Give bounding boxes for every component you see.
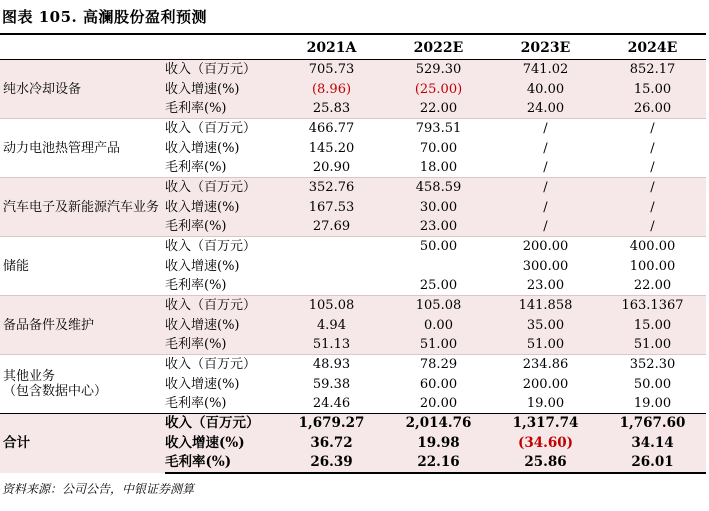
table-row xyxy=(0,178,706,198)
value-cell: / xyxy=(599,197,706,216)
value-cell: 163.1367 xyxy=(599,296,706,316)
segment-name: 储能 xyxy=(0,237,165,296)
value-cell: 100.00 xyxy=(629,258,676,274)
metric-label: 收入（百万元） xyxy=(165,414,278,434)
value-cell: 352.76 xyxy=(278,178,385,198)
value-cell: / xyxy=(492,217,599,237)
value-cell: 105.08 xyxy=(385,296,492,316)
metric-label: 收入增速(%) xyxy=(165,197,278,216)
value-cell: 25.00 xyxy=(419,277,458,293)
value-cell: 27.69 xyxy=(278,217,385,237)
metric-label: 毛利率(%) xyxy=(165,453,278,473)
value-cell: 4.94 xyxy=(278,315,385,334)
table-body xyxy=(0,60,706,474)
value-cell: 1,767.60 xyxy=(599,414,706,434)
value-cell xyxy=(278,276,385,296)
value-cell: / xyxy=(543,159,548,175)
metric-label: 收入增速(%) xyxy=(165,376,240,392)
value-cell: 23.00 xyxy=(526,277,565,293)
value-cell: / xyxy=(599,119,706,139)
value-cell: 400.00 xyxy=(599,237,706,257)
table-row xyxy=(0,296,706,316)
value-cell: 26.00 xyxy=(599,99,706,119)
header-year: 2023E xyxy=(492,38,599,60)
metric-label: 毛利率(%) xyxy=(165,277,227,293)
metric-label: 毛利率(%) xyxy=(165,159,227,175)
value-cell: 30.00 xyxy=(385,197,492,216)
table-row xyxy=(0,119,706,139)
value-cell: / xyxy=(492,119,599,139)
value-cell: 300.00 xyxy=(522,258,569,274)
value-cell: 22.00 xyxy=(633,277,672,293)
value-cell: 0.00 xyxy=(385,315,492,334)
value-cell: 22.00 xyxy=(385,99,492,119)
value-cell: (25.00) xyxy=(385,79,492,98)
value-cell: 70.00 xyxy=(419,140,458,156)
value-cell: 50.00 xyxy=(385,237,492,257)
value-cell: 19.00 xyxy=(526,396,565,412)
value-cell: 352.30 xyxy=(599,355,706,375)
metric-label: 收入增速(%) xyxy=(165,79,278,98)
value-cell: 15.00 xyxy=(599,79,706,98)
value-cell: 26.39 xyxy=(278,453,385,473)
value-cell xyxy=(278,237,385,257)
value-cell: 24.46 xyxy=(312,396,351,412)
value-cell: 36.72 xyxy=(278,434,385,453)
metric-label: 收入增速(%) xyxy=(165,434,278,453)
value-cell: (34.60) xyxy=(492,434,599,453)
value-cell: 105.08 xyxy=(278,296,385,316)
value-cell: 466.77 xyxy=(278,119,385,139)
value-cell: 200.00 xyxy=(522,376,569,392)
value-cell: 458.59 xyxy=(385,178,492,198)
value-cell: 34.14 xyxy=(599,434,706,453)
forecast-table xyxy=(0,38,706,474)
value-cell: 1,317.74 xyxy=(492,414,599,434)
header-metric xyxy=(165,38,278,60)
segment-name: 其他业务 （包含数据中心） xyxy=(0,355,165,414)
value-cell: 48.93 xyxy=(278,355,385,375)
value-cell: 40.00 xyxy=(492,79,599,98)
value-cell xyxy=(385,256,492,275)
value-cell: 705.73 xyxy=(278,60,385,80)
table-row xyxy=(0,237,706,257)
value-cell: 141.858 xyxy=(492,296,599,316)
metric-label: 毛利率(%) xyxy=(165,217,278,237)
value-cell: / xyxy=(492,197,599,216)
segment-name: 纯水冷却设备 xyxy=(0,60,165,119)
metric-label: 收入增速(%) xyxy=(165,315,278,334)
value-cell: / xyxy=(650,159,655,175)
value-cell: 852.17 xyxy=(599,60,706,80)
metric-label: 收入（百万元） xyxy=(165,119,278,139)
value-cell: / xyxy=(543,140,548,156)
value-cell: 22.16 xyxy=(385,453,492,473)
value-cell: 26.01 xyxy=(599,453,706,473)
value-cell: (8.96) xyxy=(278,79,385,98)
value-cell: 200.00 xyxy=(492,237,599,257)
value-cell: 50.00 xyxy=(633,376,672,392)
value-cell: 51.00 xyxy=(599,335,706,355)
value-cell: 741.02 xyxy=(492,60,599,80)
value-cell: / xyxy=(599,217,706,237)
value-cell: 20.00 xyxy=(419,396,458,412)
value-cell: 145.20 xyxy=(308,140,355,156)
source-note: 资料来源：公司公告，中银证券测算 xyxy=(2,482,195,496)
segment-name: 备品备件及维护 xyxy=(0,296,165,355)
value-cell: 2,014.76 xyxy=(385,414,492,434)
value-cell: / xyxy=(650,140,655,156)
value-cell: 51.13 xyxy=(278,335,385,355)
value-cell: 793.51 xyxy=(385,119,492,139)
header-segment xyxy=(0,38,165,60)
value-cell: 59.38 xyxy=(312,376,351,392)
value-cell: 20.90 xyxy=(312,159,351,175)
metric-label: 收入增速(%) xyxy=(165,140,240,156)
segment-name: 动力电池热管理产品 xyxy=(0,119,165,178)
value-cell: 51.00 xyxy=(385,335,492,355)
value-cell: 19.98 xyxy=(385,434,492,453)
title-rule xyxy=(0,33,706,35)
metric-label: 收入（百万元） xyxy=(165,355,278,375)
metric-label: 收入（百万元） xyxy=(165,296,278,316)
value-cell: 25.83 xyxy=(278,99,385,119)
metric-label: 收入增速(%) xyxy=(165,258,240,274)
value-cell: 51.00 xyxy=(492,335,599,355)
metric-label: 毛利率(%) xyxy=(165,335,278,355)
value-cell: 23.00 xyxy=(385,217,492,237)
figure-title: 图表 105. 高澜股份盈利预测 xyxy=(2,8,207,26)
segment-name: 合计 xyxy=(0,414,165,474)
value-cell: 78.29 xyxy=(385,355,492,375)
value-cell: 234.86 xyxy=(492,355,599,375)
header-year: 2021A xyxy=(278,38,385,60)
value-cell: 167.53 xyxy=(278,197,385,216)
metric-label: 收入（百万元） xyxy=(165,237,278,257)
value-cell: / xyxy=(492,178,599,198)
metric-label: 收入（百万元） xyxy=(165,178,278,198)
table-row xyxy=(0,60,706,80)
table-row xyxy=(0,355,706,375)
value-cell: 24.00 xyxy=(492,99,599,119)
header-year: 2024E xyxy=(599,38,706,60)
segment-name: 汽车电子及新能源汽车业务 xyxy=(0,178,165,237)
value-cell: 15.00 xyxy=(599,315,706,334)
header-year: 2022E xyxy=(385,38,492,60)
metric-label: 毛利率(%) xyxy=(165,396,227,412)
total-row xyxy=(0,414,706,434)
value-cell: 18.00 xyxy=(419,159,458,175)
value-cell: 35.00 xyxy=(492,315,599,334)
metric-label: 毛利率(%) xyxy=(165,99,278,119)
value-cell: 1,679.27 xyxy=(278,414,385,434)
value-cell: 25.86 xyxy=(492,453,599,473)
value-cell: 19.00 xyxy=(633,396,672,412)
metric-label: 收入（百万元） xyxy=(165,60,278,80)
value-cell: / xyxy=(599,178,706,198)
header-row xyxy=(0,38,706,60)
value-cell xyxy=(278,256,385,275)
value-cell: 529.30 xyxy=(385,60,492,80)
value-cell: 60.00 xyxy=(419,376,458,392)
